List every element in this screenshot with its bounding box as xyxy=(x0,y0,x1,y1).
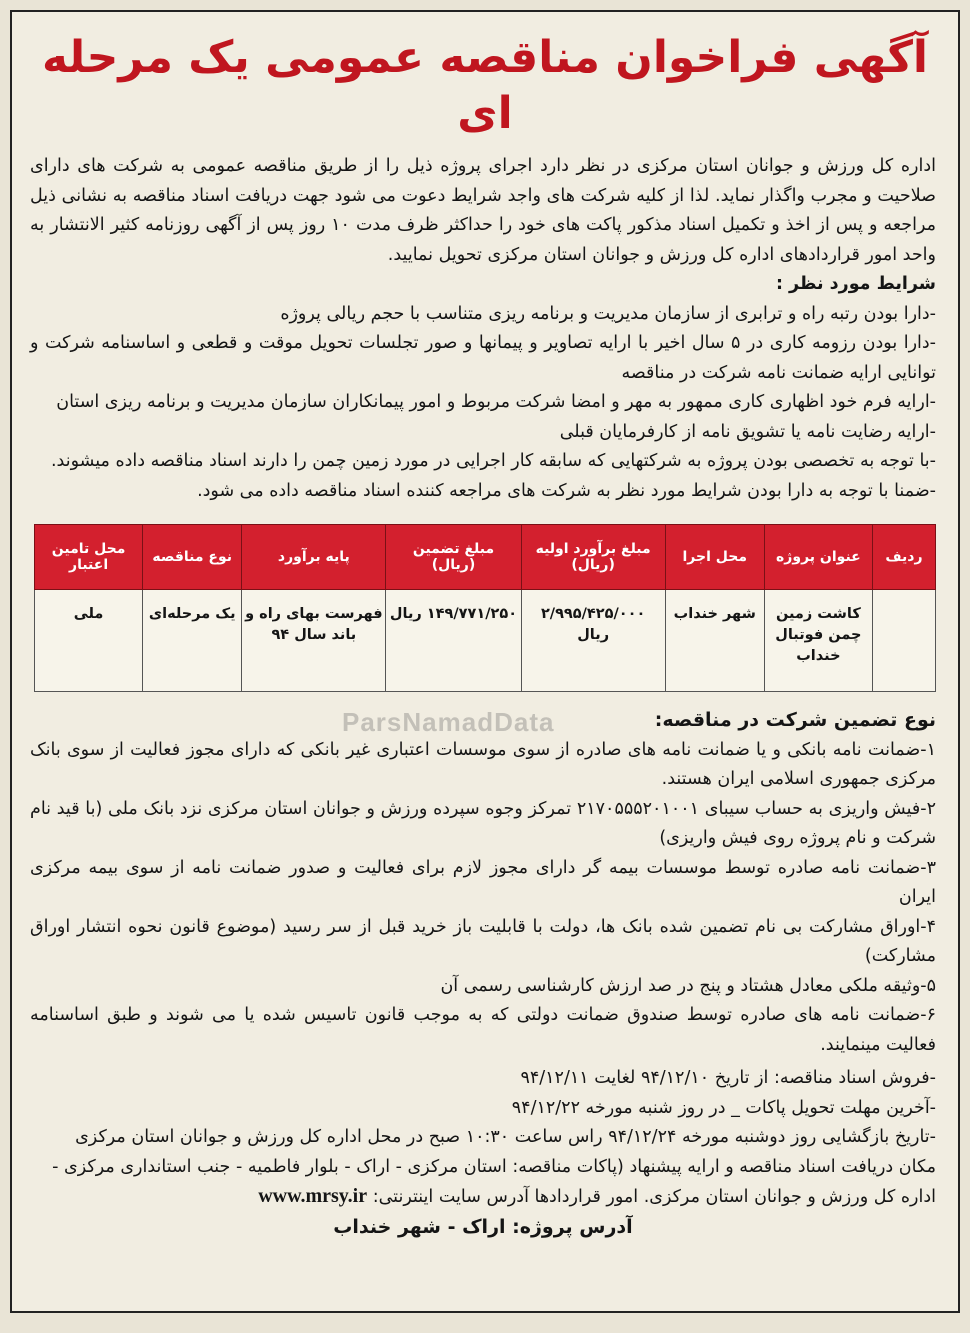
header-tender-type: نوع مناقصه xyxy=(143,525,242,590)
condition-item: -ارایه رضایت نامه یا تشویق نامه از کارفرمایان قبلی xyxy=(559,421,936,442)
header-funding-source: محل تامین اعتبار xyxy=(35,525,143,590)
guarantee-item: ۵-وثیقه ملکی معادل هشتاد و پنج در صد ارزش کارشناسی رسمی آن xyxy=(440,975,936,996)
submission-deadline: -آخرین مهلت تحویل پاکات _ در روز شنبه مورخه ۹۴/۱۲/۲۲ xyxy=(511,1097,936,1118)
table-header-row xyxy=(35,525,936,590)
condition-item: -ضمنا با توجه به دارا بودن شرایط مورد نظر به شرکت های مراجعه کننده اسناد مناقصه داده می شود. xyxy=(197,480,936,501)
header-project-title: عنوان پروژه xyxy=(764,525,872,590)
project-address: آدرس پروژه: اراک - شهر خنداب xyxy=(333,1215,633,1238)
guarantee-section xyxy=(30,706,936,1060)
location-text: مکان دریافت اسناد مناقصه و ارایه پیشنهاد (پاکات مناقصه: استان مرکزی - اراک - بلوار فاطمیه - جنب استانداری مرکزی - اداره کل ورزش و جوانان استان مرکزی. امور قراردادها آدرس سایت اینترنتی: xyxy=(52,1156,936,1207)
cell-project-title: کاشت زمین چمن فوتبال خنداب xyxy=(764,590,872,692)
header-estimate-basis: پایه برآورد xyxy=(242,525,386,590)
intro-section xyxy=(30,152,936,506)
website-link[interactable]: www.mrsy.ir xyxy=(258,1185,368,1207)
cell-guarantee: ۱۴۹/۷۷۱/۲۵۰ ریال xyxy=(386,590,521,692)
guarantee-item: ۲-فیش واریزی به حساب سیبای ۲۱۷۰۵۵۵۲۰۱۰۰۱ تمرکز وجوه سپرده ورزش و جوانان استان مرکزی نزد بانک ملی (با قید نام شرکت و نام پروژه روی فیش واریزی) xyxy=(30,798,936,848)
guarantee-list xyxy=(30,736,936,1061)
header-location: محل اجرا xyxy=(665,525,764,590)
header-guarantee: مبلغ تضمین (ریال) xyxy=(386,525,521,590)
cell-estimate: ۲/۹۹۵/۴۲۵/۰۰۰ ریال xyxy=(521,590,665,692)
document-location xyxy=(30,1153,936,1213)
condition-item: -با توجه به تخصصی بودن پروژه به شرکتهایی که سابقه کار اجرایی در مورد زمین چمن را دارند اسناد مناقصه داده میشوند. xyxy=(50,451,936,471)
tender-notice xyxy=(10,10,960,1313)
intro-paragraph: اداره کل ورزش و جوانان استان مرکزی در نظر دارد اجرای پروژه ذیل را از طریق مناقصه عمومی به شرکت های دارای صلاحیت و مجرب واگذار نماید. لذا از کلیه شرکت های واجد شرایط دعوت می شود جهت دریافت اسناد مناقصه به نشانی ذیل مراجعه و پس از اخذ و تکمیل اسناد مذکور پاکت های خود را حداکثر ظرف مدت ۱۰ روز پس از آگهی روزنامه کثیر الانتشار به واحد امور قراردادهای اداره کل ورزش و جوانان استان مرکزی تحویل نمایید. xyxy=(30,156,936,265)
cell-row-number xyxy=(872,590,935,692)
condition-item: -دارا بودن رزومه کاری در ۵ سال اخیر با ارایه تصاویر و پیمانها و صور تجلسات تحویل موقت و قطعی و اساسنامه شرکت و توانایی ارایه ضمانت نامه شرکت در مناقصه xyxy=(30,333,936,383)
document-sale-date: -فروش اسناد مناقصه: از تاریخ ۹۴/۱۲/۱۰ لغایت ۹۴/۱۲/۱۱ xyxy=(520,1068,936,1088)
guarantee-item: ۴-اوراق مشارکت بی نام تضمین شده بانک ها، دولت با قابلیت باز خرید قبل از سر رسید (موضوع قانون نحوه انتشار اوراق مشارکت) xyxy=(30,916,936,966)
guarantee-heading: نوع تضمین شرکت در مناقصه: xyxy=(654,709,936,731)
notice-title: آگهی فراخوان مناقصه عمومی یک مرحله ای xyxy=(41,32,929,139)
condition-item: -ارایه فرم خود اظهاری کاری ممهور به مهر و امضا شرکت مربوط و امور پیمانکاران سازمان مدیریت و برنامه ریزی استان xyxy=(56,392,936,412)
cell-location: شهر خنداب xyxy=(665,590,764,692)
table-row xyxy=(35,590,936,692)
header-row-number: ردیف xyxy=(872,525,935,590)
conditions-list xyxy=(30,300,936,507)
guarantee-item: ۳-ضمانت نامه صادره توسط موسسات بیمه گر دارای مجوز لازم برای فعالیت و صدور ضمانت نامه از سوی بیمه مرکزی ایران xyxy=(30,857,936,907)
condition-item: -دارا بودن رتبه راه و ترابری از سازمان مدیریت و برنامه ریزی متناسب با حجم ریالی پروژه xyxy=(280,303,936,324)
header-estimate: مبلغ برآورد اولیه (ریال) xyxy=(521,525,665,590)
guarantee-item: ۶-ضمانت نامه های صادره توسط صندوق ضمانت دولتی که به موجب قانون تاسیس شده یا می شوند و طبق اساسنامه فعالیت مینمایند. xyxy=(30,1005,936,1055)
tender-table xyxy=(34,524,936,692)
guarantee-item: ۱-ضمانت نامه بانکی و یا ضمانت نامه های صادره از سوی موسسات اعتباری غیر بانکی که دارای مجوز فعالیت از سوی بانک مرکزی جمهوری اسلامی ایران هستند. xyxy=(30,739,936,789)
opening-date: -تاریخ بازگشایی روز دوشنبه مورخه ۹۴/۱۲/۲۴ راس ساعت ۱۰:۳۰ صبح در محل اداره کل ورزش و جوانان استان مرکزی xyxy=(75,1127,936,1147)
schedule-section xyxy=(30,1064,936,1242)
conditions-heading: شرایط مورد نظر : xyxy=(775,274,936,294)
cell-estimate-basis: فهرست بهای راه و باند سال ۹۴ xyxy=(242,590,386,692)
cell-tender-type: یک مرحله‌ای xyxy=(143,590,242,692)
cell-funding-source: ملی xyxy=(35,590,143,692)
watermark: ParsNamadData xyxy=(342,707,555,737)
tender-table-wrap xyxy=(34,524,936,692)
